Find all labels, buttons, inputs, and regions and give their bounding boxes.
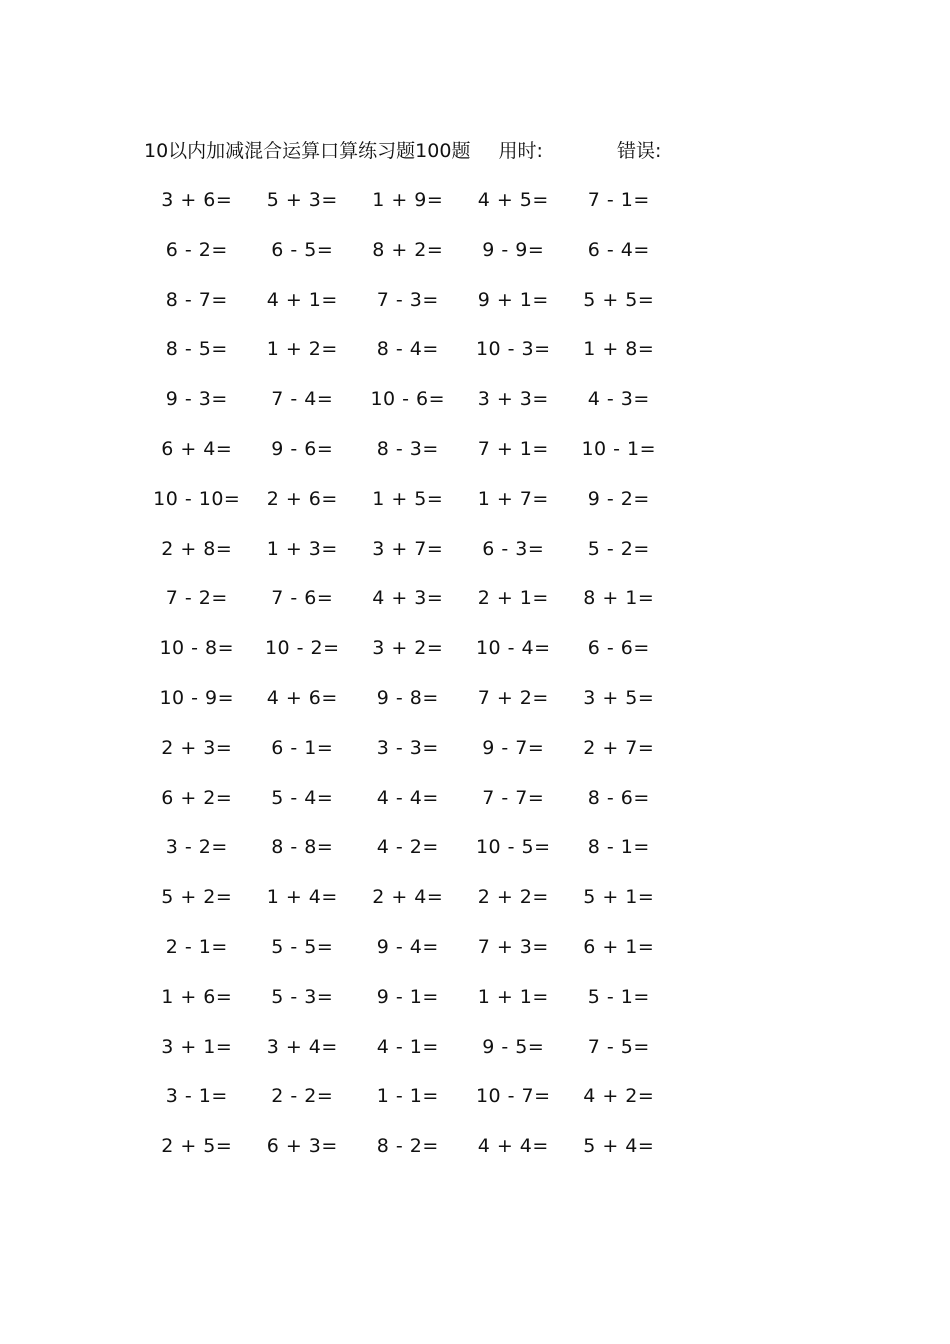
arithmetic-problem: 3 + 5=	[583, 686, 655, 709]
arithmetic-problem: 1 - 1=	[376, 1085, 439, 1108]
arithmetic-problem: 9 - 2=	[587, 487, 650, 510]
problem-row	[144, 482, 704, 532]
problem-row	[144, 930, 704, 980]
problem-row	[144, 731, 704, 781]
arithmetic-problem: 5 + 2=	[161, 886, 233, 909]
problem-row	[144, 581, 704, 631]
arithmetic-problem: 9 + 1=	[477, 288, 549, 311]
problem-row	[144, 830, 704, 880]
arithmetic-problem: 4 - 1=	[376, 1035, 439, 1058]
arithmetic-problem: 2 + 2=	[477, 886, 549, 909]
arithmetic-problem: 3 - 1=	[165, 1085, 228, 1108]
problem-row	[144, 532, 704, 582]
arithmetic-problem: 6 - 2=	[165, 238, 228, 261]
arithmetic-problem: 7 + 2=	[477, 686, 549, 709]
arithmetic-problem: 1 + 5=	[372, 487, 444, 510]
arithmetic-problem: 8 + 1=	[583, 587, 655, 610]
arithmetic-problem: 9 - 1=	[376, 985, 439, 1008]
arithmetic-problem: 7 + 3=	[477, 935, 549, 958]
problem-row	[144, 781, 704, 831]
arithmetic-problem: 10 - 6=	[370, 388, 446, 411]
problem-row	[144, 332, 704, 382]
arithmetic-problem: 10 - 7=	[475, 1085, 551, 1108]
arithmetic-problem: 10 - 9=	[159, 686, 235, 709]
arithmetic-problem: 4 + 6=	[266, 686, 338, 709]
arithmetic-problem: 5 - 1=	[587, 985, 650, 1008]
arithmetic-problem: 8 - 7=	[165, 288, 228, 311]
arithmetic-problem: 10 - 3=	[475, 338, 551, 361]
arithmetic-problem: 7 - 5=	[587, 1035, 650, 1058]
arithmetic-problem: 8 - 6=	[587, 786, 650, 809]
arithmetic-problem: 3 - 2=	[165, 836, 228, 859]
arithmetic-problem: 9 - 3=	[165, 388, 228, 411]
arithmetic-problem: 7 - 3=	[376, 288, 439, 311]
arithmetic-problem: 9 - 5=	[482, 1035, 545, 1058]
arithmetic-problem: 2 + 3=	[161, 736, 233, 759]
arithmetic-problem: 5 + 5=	[583, 288, 655, 311]
arithmetic-problem: 10 - 8=	[159, 637, 235, 660]
worksheet-title: 10以内加减混合运算口算练习题100题	[144, 140, 471, 162]
arithmetic-problem: 6 - 5=	[271, 238, 334, 261]
arithmetic-problem: 10 - 5=	[475, 836, 551, 859]
arithmetic-problem: 4 + 4=	[477, 1135, 549, 1158]
arithmetic-problem: 9 - 7=	[482, 736, 545, 759]
arithmetic-problem: 2 + 1=	[477, 587, 549, 610]
arithmetic-problem: 7 - 7=	[482, 786, 545, 809]
arithmetic-problem: 3 + 2=	[372, 637, 444, 660]
arithmetic-problem: 7 - 6=	[271, 587, 334, 610]
arithmetic-problem: 5 - 3=	[271, 985, 334, 1008]
arithmetic-problem: 3 + 1=	[161, 1035, 233, 1058]
problem-row	[144, 1129, 704, 1179]
arithmetic-problem: 3 + 3=	[477, 388, 549, 411]
time-used-label: 用时:	[498, 140, 543, 162]
arithmetic-problem: 2 - 2=	[271, 1085, 334, 1108]
arithmetic-problem: 1 + 7=	[477, 487, 549, 510]
problem-row	[144, 681, 704, 731]
arithmetic-problem: 9 - 6=	[271, 437, 334, 460]
arithmetic-problem: 1 + 8=	[583, 338, 655, 361]
arithmetic-problem: 2 + 6=	[266, 487, 338, 510]
arithmetic-problem: 3 - 3=	[376, 736, 439, 759]
arithmetic-problem: 2 + 4=	[372, 886, 444, 909]
arithmetic-problem: 10 - 10=	[153, 487, 241, 510]
arithmetic-problem: 8 - 4=	[376, 338, 439, 361]
arithmetic-problem: 6 + 4=	[161, 437, 233, 460]
arithmetic-problem: 7 - 2=	[165, 587, 228, 610]
arithmetic-problem: 4 - 2=	[376, 836, 439, 859]
arithmetic-problem: 3 + 6=	[161, 189, 233, 211]
arithmetic-problem: 4 - 3=	[587, 388, 650, 411]
arithmetic-problem: 6 + 2=	[161, 786, 233, 809]
arithmetic-problem: 2 + 7=	[583, 736, 655, 759]
arithmetic-problem: 4 - 4=	[376, 786, 439, 809]
arithmetic-problem: 4 + 1=	[266, 288, 338, 311]
arithmetic-problem: 7 + 1=	[477, 437, 549, 460]
problem-grid	[144, 183, 704, 1179]
arithmetic-problem: 4 + 3=	[372, 587, 444, 610]
problem-row	[144, 1030, 704, 1080]
arithmetic-problem: 1 + 4=	[266, 886, 338, 909]
arithmetic-problem: 2 + 5=	[161, 1135, 233, 1158]
arithmetic-problem: 8 - 2=	[376, 1135, 439, 1158]
arithmetic-problem: 9 - 4=	[376, 935, 439, 958]
problem-row	[144, 880, 704, 930]
arithmetic-problem: 8 + 2=	[372, 238, 444, 261]
arithmetic-problem: 7 - 1=	[587, 189, 650, 211]
arithmetic-problem: 1 + 6=	[161, 985, 233, 1008]
arithmetic-problem: 9 - 9=	[482, 238, 545, 261]
problem-row	[144, 980, 704, 1030]
arithmetic-problem: 6 + 1=	[583, 935, 655, 958]
arithmetic-problem: 10 - 1=	[581, 437, 657, 460]
arithmetic-problem: 5 - 2=	[587, 537, 650, 560]
arithmetic-problem: 8 - 8=	[271, 836, 334, 859]
arithmetic-problem: 6 + 3=	[266, 1135, 338, 1158]
arithmetic-problem: 1 + 9=	[372, 189, 444, 211]
problem-row	[144, 183, 704, 233]
problem-row	[144, 1079, 704, 1129]
arithmetic-problem: 6 - 3=	[482, 537, 545, 560]
error-count-label: 错误:	[616, 140, 662, 162]
arithmetic-problem: 5 + 4=	[583, 1135, 655, 1158]
arithmetic-problem: 9 - 8=	[376, 686, 439, 709]
arithmetic-problem: 2 - 1=	[165, 935, 228, 958]
arithmetic-problem: 10 - 2=	[264, 637, 340, 660]
arithmetic-problem: 7 - 4=	[271, 388, 334, 411]
arithmetic-problem: 8 - 5=	[165, 338, 228, 361]
problem-row	[144, 631, 704, 681]
arithmetic-problem: 6 - 4=	[587, 238, 650, 261]
problem-row	[144, 432, 704, 482]
arithmetic-problem: 2 + 8=	[161, 537, 233, 560]
arithmetic-problem: 4 + 5=	[477, 189, 549, 211]
arithmetic-problem: 5 + 3=	[266, 189, 338, 211]
problem-row	[144, 382, 704, 432]
arithmetic-problem: 5 - 4=	[271, 786, 334, 809]
arithmetic-problem: 3 + 4=	[266, 1035, 338, 1058]
arithmetic-problem: 5 + 1=	[583, 886, 655, 909]
arithmetic-problem: 5 - 5=	[271, 935, 334, 958]
arithmetic-problem: 1 + 1=	[477, 985, 549, 1008]
arithmetic-problem: 8 - 1=	[587, 836, 650, 859]
problem-row	[144, 283, 704, 333]
arithmetic-problem: 3 + 7=	[372, 537, 444, 560]
arithmetic-problem: 10 - 4=	[475, 637, 551, 660]
problem-row	[144, 233, 704, 283]
arithmetic-problem: 1 + 2=	[266, 338, 338, 361]
arithmetic-problem: 6 - 1=	[271, 736, 334, 759]
arithmetic-problem: 4 + 2=	[583, 1085, 655, 1108]
arithmetic-problem: 6 - 6=	[587, 637, 650, 660]
arithmetic-problem: 1 + 3=	[266, 537, 338, 560]
arithmetic-problem: 8 - 3=	[376, 437, 439, 460]
worksheet-header	[144, 136, 661, 166]
